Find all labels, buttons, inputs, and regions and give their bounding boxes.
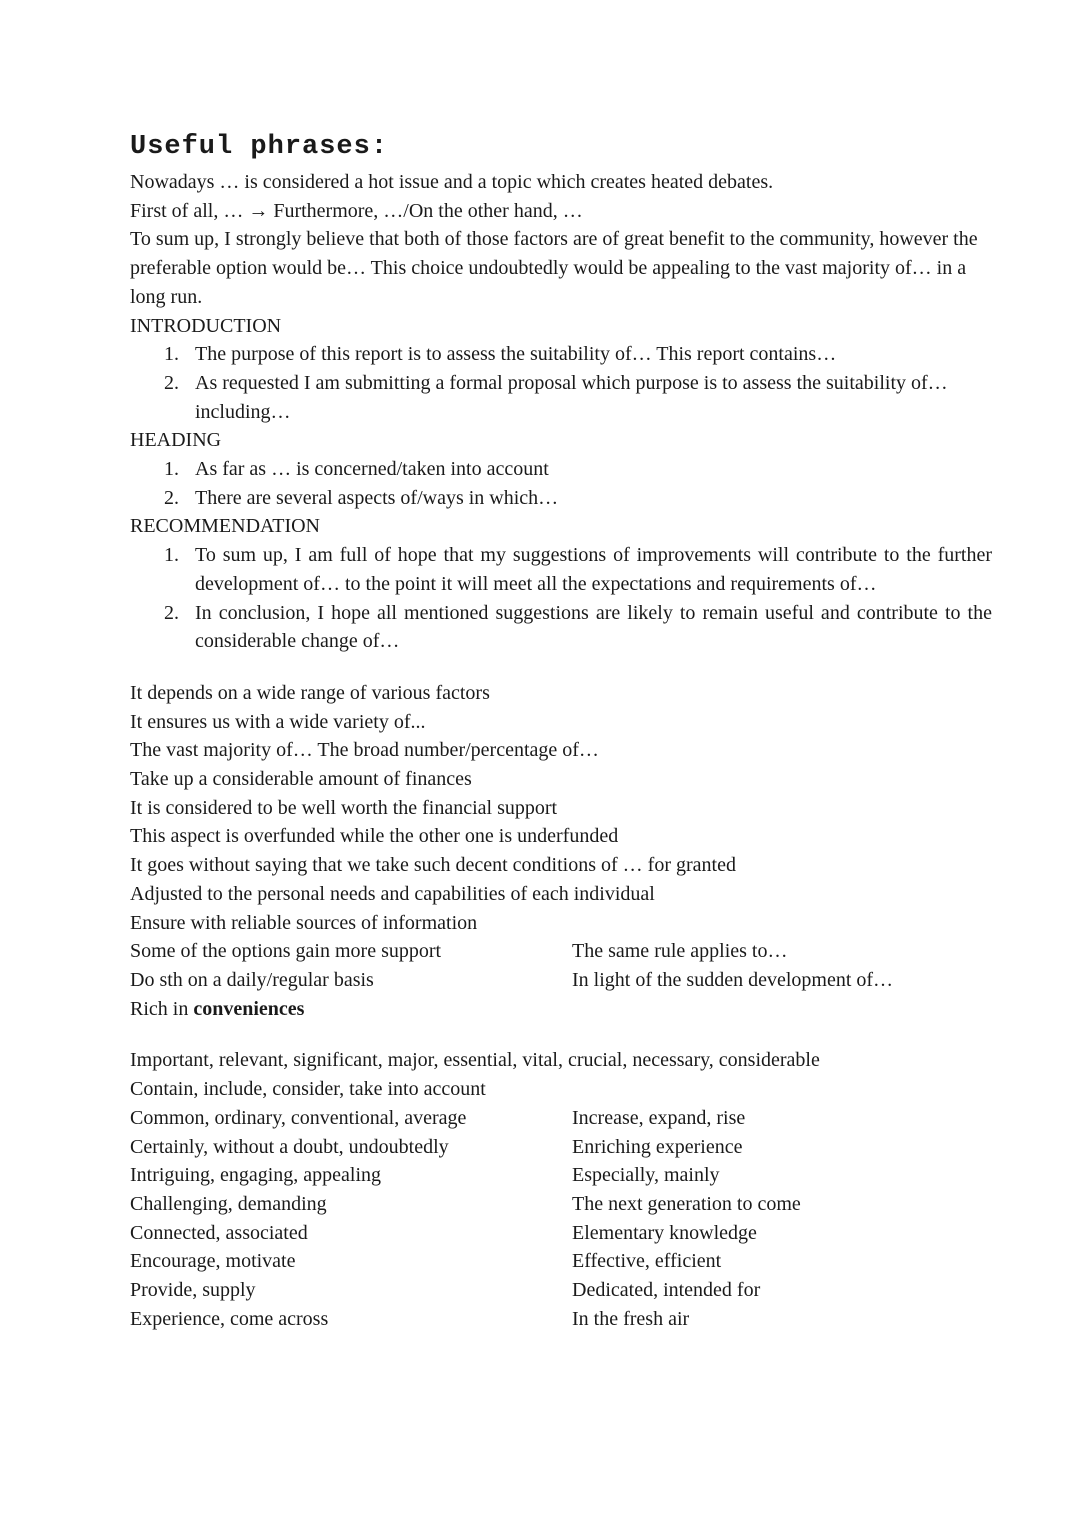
synonym-pair-row [130, 1247, 992, 1276]
synonym-left: Challenging, demanding [130, 1192, 327, 1215]
intro-line: To sum up, I strongly believe that both of those factors are of great benefit to the community, however the preferable option would be… This choice undoubtedly would be appealing to the vast majority of… in a long run. [130, 228, 978, 308]
list-item [130, 541, 992, 598]
page-title: Useful phrases: [130, 132, 389, 162]
list-item [130, 484, 992, 513]
list-number: 2. [164, 601, 179, 624]
rich-line-bold: conveniences [193, 997, 305, 1020]
list-item-text: To sum up, I am full of hope that my suggestions of improvements will contribute to the further development of… to the point it will meet all the expectations and requirements of… [195, 544, 992, 595]
synonym-left: Certainly, without a doubt, undoubtedly [130, 1135, 449, 1158]
list-number: 2. [164, 486, 179, 509]
phrase-pair-row [130, 966, 992, 995]
synonym-right: Especially, mainly [572, 1164, 720, 1187]
list-item [130, 599, 992, 656]
list-item [130, 369, 992, 426]
synonym-left: Provide, supply [130, 1279, 256, 1302]
intro-line: First of all, … → Furthermore, …/On the other hand, … [130, 199, 583, 222]
recommendation-heading: RECOMMENDATION [130, 515, 320, 538]
list-item [130, 340, 992, 369]
synonym-left: Experience, come across [130, 1307, 329, 1330]
synonym-pair-row [130, 1276, 992, 1305]
synonym-line: Contain, include, consider, take into account [130, 1078, 486, 1101]
heading-section-heading: HEADING [130, 429, 222, 452]
synonym-left: Encourage, motivate [130, 1250, 296, 1273]
synonym-right: In the fresh air [572, 1307, 690, 1330]
synonym-left: Intriguing, engaging, appealing [130, 1164, 382, 1187]
synonym-right: Dedicated, intended for [572, 1279, 761, 1302]
synonym-right: Increase, expand, rise [572, 1106, 746, 1129]
rich-line-prefix: Rich in [130, 997, 194, 1020]
phrase-line: Adjusted to the personal needs and capabilities of each individual [130, 882, 655, 905]
synonym-pair-row [130, 1219, 992, 1248]
list-item-text: In conclusion, I hope all mentioned suggestions are likely to remain useful and contribute to the considerable change of… [195, 601, 992, 653]
list-item-text: The purpose of this report is to assess the suitability of… This report contains… [195, 343, 837, 366]
synonym-left: Common, ordinary, conventional, average [130, 1106, 467, 1129]
synonym-line: Important, relevant, significant, major, essential, vital, crucial, necessary, considerable [130, 1049, 820, 1072]
synonym-pair-row [130, 1133, 992, 1162]
phrase-line: Ensure with reliable sources of information [130, 911, 478, 934]
synonym-right: Enriching experience [572, 1135, 743, 1158]
list-item-text: As far as … is concerned/taken into account [195, 458, 549, 481]
intro-line: Nowadays … is considered a hot issue and a topic which creates heated debates. [130, 171, 774, 193]
synonym-pair-row [130, 1305, 992, 1334]
spacer [130, 656, 992, 679]
list-number: 2. [164, 371, 179, 394]
phrase-line: Take up a considerable amount of finances [130, 768, 472, 791]
phrase-line: It ensures us with a wide variety of... [130, 710, 426, 733]
synonym-right: Effective, efficient [572, 1250, 722, 1273]
phrase-pair-row [130, 937, 992, 966]
introduction-list [130, 340, 992, 426]
phrase-line: This aspect is overfunded while the other one is underfunded [130, 825, 619, 848]
list-item-text: There are several aspects of/ways in which… [195, 486, 559, 509]
phrase-left: Some of the options gain more support [130, 940, 442, 963]
document-page [130, 130, 992, 1333]
heading-list [130, 455, 992, 512]
phrase-right: In light of the sudden development of… [572, 968, 894, 991]
list-item-text: As requested I am submitting a formal proposal which purpose is to assess the suitability of… including… [195, 371, 948, 423]
phrase-line: It depends on a wide range of various factors [130, 681, 490, 704]
phrase-line: It is considered to be well worth the financial support [130, 796, 558, 819]
synonym-pair-row [130, 1161, 992, 1190]
synonym-right: The next generation to come [572, 1192, 801, 1215]
introduction-heading: INTRODUCTION [130, 314, 282, 337]
phrase-left: Do sth on a daily/regular basis [130, 968, 374, 991]
phrase-right: The same rule applies to… [572, 940, 788, 963]
list-number: 1. [164, 544, 179, 567]
list-number: 1. [164, 458, 179, 481]
synonym-right: Elementary knowledge [572, 1221, 757, 1244]
list-item [130, 455, 992, 484]
phrase-line: It goes without saying that we take such decent conditions of … for granted [130, 854, 736, 877]
synonym-pair-row [130, 1190, 992, 1219]
spacer [130, 1023, 992, 1046]
synonym-left: Connected, associated [130, 1221, 308, 1244]
recommendation-list [130, 541, 992, 656]
list-number: 1. [164, 343, 179, 366]
rich-line [130, 995, 992, 1024]
synonym-pair-row [130, 1104, 992, 1133]
phrase-line: The vast majority of… The broad number/percentage of… [130, 739, 599, 762]
